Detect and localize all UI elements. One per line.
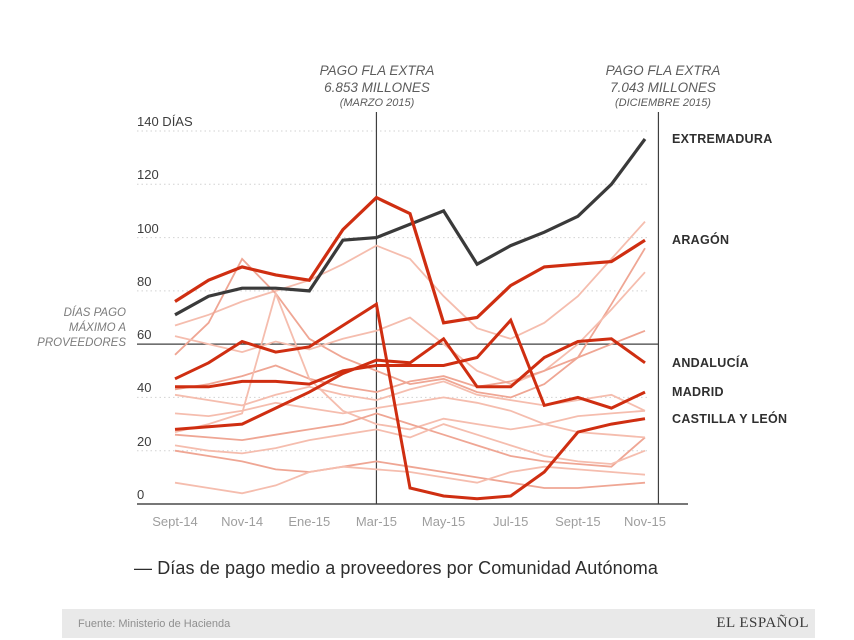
y-axis-label-120: 120 bbox=[137, 167, 159, 183]
annotation-line: (DICIEMBRE 2015) bbox=[615, 97, 711, 109]
source-credit: Fuente: Ministerio de Hacienda bbox=[78, 617, 231, 630]
series-label-extremadura: EXTREMADURA bbox=[672, 131, 773, 146]
x-axis-label-May-15: May-15 bbox=[421, 514, 466, 529]
y-axis-label-40: 40 bbox=[137, 380, 152, 396]
reference-line-note-line: DÍAS PAGO bbox=[63, 307, 126, 319]
series-line-madrid bbox=[175, 320, 645, 408]
series-label-madrid: MADRID bbox=[672, 385, 724, 400]
x-axis-label-Sept-15: Sept-15 bbox=[555, 514, 601, 529]
annotation-fla-marzo bbox=[257, 62, 497, 110]
y-axis-label-80: 80 bbox=[137, 273, 152, 289]
series-line-extremadura bbox=[175, 139, 645, 315]
annotation-line: PAGO FLA EXTRA bbox=[319, 63, 435, 78]
chart-caption: — Días de pago medio a proveedores por Comunidad Autónoma bbox=[134, 558, 659, 578]
y-axis-label-0: 0 bbox=[137, 487, 145, 502]
series-label-andalucia: ANDALUCÍA bbox=[672, 355, 749, 370]
x-axis-label-Ene-15: Ene-15 bbox=[288, 514, 331, 529]
y-axis-label-100: 100 bbox=[137, 220, 159, 236]
series-label-aragon: ARAGÓN bbox=[672, 233, 730, 248]
series-label-castilla-y-leon: CASTILLA Y LEÓN bbox=[672, 411, 788, 426]
y-axis-label-60: 60 bbox=[137, 327, 152, 343]
series-line-otras-ccaa-1 bbox=[175, 222, 645, 339]
y-axis-label-140: 140 DÍAS bbox=[137, 114, 193, 129]
annotation-line: (MARZO 2015) bbox=[339, 97, 415, 109]
el-espanol-logo: EL ESPAÑOL bbox=[716, 615, 809, 631]
x-axis-label-Nov-15: Nov-15 bbox=[624, 514, 666, 529]
reference-line-note-line: PROVEEDORES bbox=[37, 337, 126, 349]
series-line-otras-ccaa-5 bbox=[175, 381, 645, 410]
annotation-line: PAGO FLA EXTRA bbox=[605, 63, 721, 78]
y-axis-label-20: 20 bbox=[137, 433, 152, 449]
annotation-line: 7.043 MILLONES bbox=[610, 80, 716, 95]
reference-line-note-line: MÁXIMO A bbox=[68, 322, 126, 334]
x-axis-label-Jul-15: Jul-15 bbox=[492, 514, 529, 529]
x-axis-label-Nov-14: Nov-14 bbox=[221, 514, 264, 529]
annotation-line: 6.853 MILLONES bbox=[324, 80, 430, 95]
reference-line-note bbox=[0, 306, 126, 351]
x-axis-label-Mar-15: Mar-15 bbox=[355, 514, 398, 529]
footer-bar bbox=[62, 609, 815, 638]
annotation-fla-diciembre bbox=[543, 62, 783, 110]
x-axis-label-Sept-14: Sept-14 bbox=[152, 514, 198, 529]
